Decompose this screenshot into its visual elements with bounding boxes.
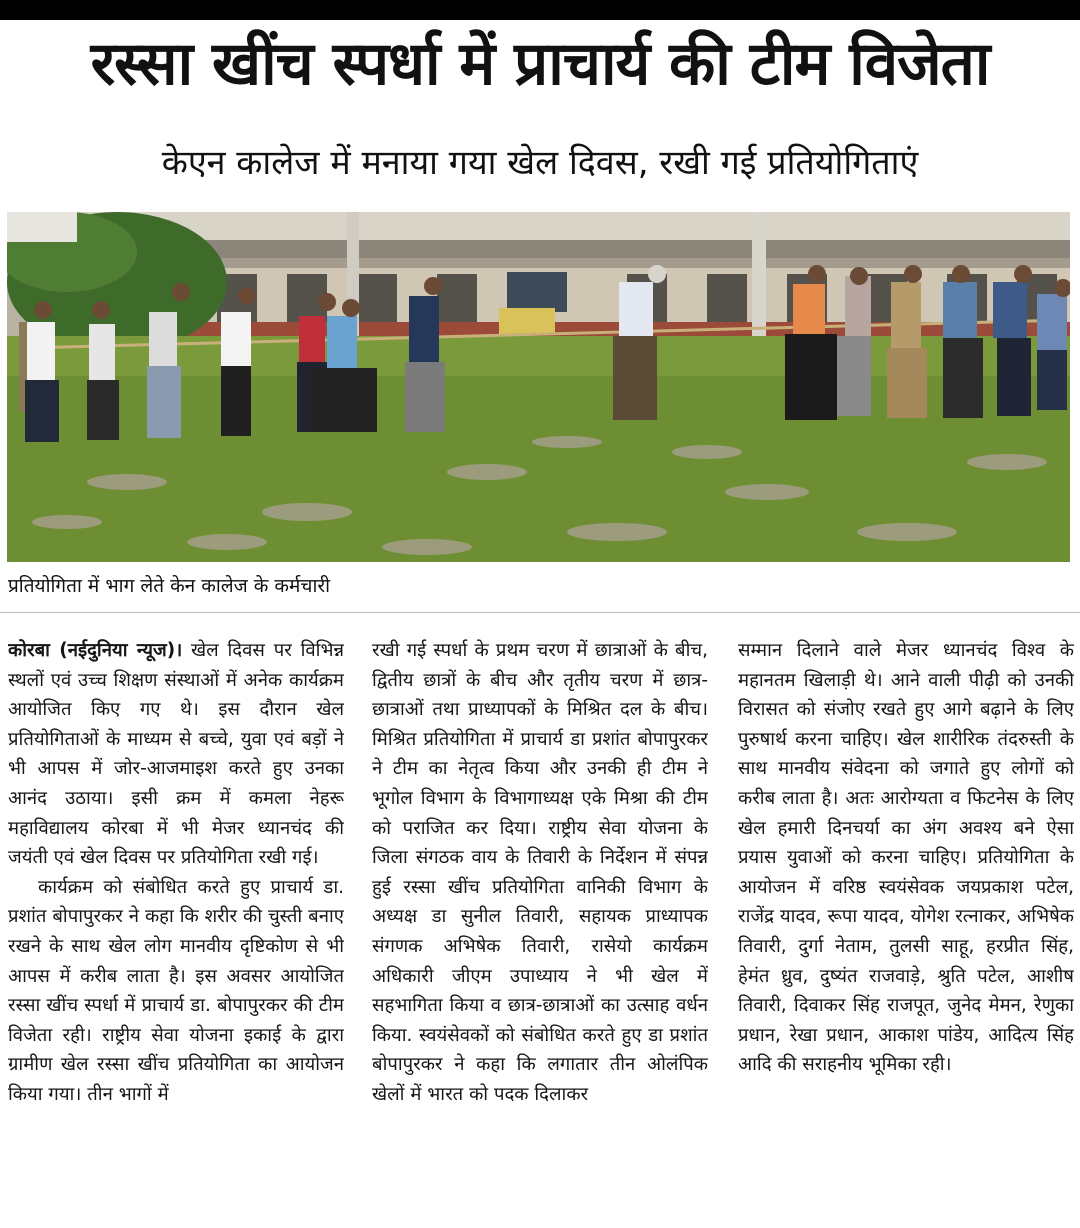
dateline: कोरबा (नईदुनिया न्यूज)। (8, 640, 183, 661)
photo-caption: प्रतियोगिता में भाग लेते केन कालेज के कर्मचारी (8, 575, 331, 597)
subheadline: केएन कालेज में मनाया गया खेल दिवस, रखी गई प्रतियोगिताएं (161, 143, 919, 183)
paragraph-4: सम्मान दिलाने वाले मेजर ध्यानचंद विश्व के महानतम खिलाड़ी थे। आने वाली पीढ़ी को उनकी विरासत को संजोए रखते हुए आगे बढ़ाने के लिए पुरुषार्थ करना चाहिए। खेल शारीरिक तंदरुस्ती के साथ मानवीय संवेदना को जगाते हुए लोगों को करीब लाता है। अतः आरोग्यता व फिटनेस के लिए खेल हमारी दिनचर्या का अंग अवश्य बने ऐसा प्रयास युवाओं को करना चाहिए। प्रतियोगिता के आयोजन में वरिष्ठ स्वयंसेवक जयप्रकाश पटेल, राजेंद्र यादव, रूपा यादव, योगेश रत्नाकर, अभिषेक तिवारी, दुर्गा नेताम, तुलसी साहू, हरप्रीत सिंह, हेमंत ध्रुव, दुष्यंत राजवाड़े, श्रुति पटेल, आशीष तिवारी, दिवाकर सिंह राजपूत, जुनेद मेमन, रेणुका प्रधान, रेखा प्रधान, आकाश पांडेय, आदित्य सिंह आदि की सराहनीय भूमिका रही। (738, 640, 1074, 1076)
article-column-2 (372, 636, 708, 1228)
divider (0, 612, 1080, 613)
top-black-bar (0, 0, 1080, 20)
article-column-3 (738, 636, 1074, 1228)
paragraph-1: खेल दिवस पर विभिन्न स्थलों एवं उच्च शिक्षण संस्थाओं में अनेक कार्यक्रम आयोजित किए गए थे। इस दौरान खेल प्रतियोगिताओं के माध्यम से बच्चे, युवा एवं बड़ों ने भी आपस में जोर-आजमाइश करते हुए उनका आनंद उठाया। इसी क्रम में कमला नेहरू महाविद्यालय कोरबा में भी मेजर ध्यानचंद की जयंती एवं खेल दिवस पर प्रतियोगिता रखी गई। (8, 640, 344, 869)
paragraph-2: कार्यक्रम को संबोधित करते हुए प्राचार्य डा. प्रशांत बोपापुरकर ने कहा कि शरीर की चुस्ती बनाए रखने के साथ खेल लोग मानवीय दृष्टिकोण से भी आपस में करीब लाता है। इस अवसर आयोजित रस्सा खींच स्पर्धा में प्राचार्य डा. बोपापुरकर की टीम विजेता रही। राष्ट्रीय सेवा योजना इकाई के द्वारा ग्रामीण खेल रस्सा खींच प्रतियोगिता का आयोजन किया गया। तीन भागों में (8, 876, 344, 1105)
headline: रस्सा खींच स्पर्धा में प्राचार्य की टीम विजेता (90, 29, 990, 99)
article-column-1 (8, 636, 344, 1228)
tug-of-war-photo (7, 212, 1070, 562)
news-photo (7, 212, 1070, 562)
paragraph-3: रखी गई स्पर्धा के प्रथम चरण में छात्राओं के बीच, द्वितीय छात्रों के बीच और तृतीय चरण में छात्र-छात्राओं तथा प्राध्यापकों के मिश्रित दल के बीच। मिश्रित प्रतियोगिता में प्राचार्य डा प्रशांत बोपापुरकर ने टीम का नेतृत्व किया और उनकी ही टीम ने भूगोल विभाग के विभागाध्यक्ष एके मिश्रा की टीम को पराजित कर दिया। राष्ट्रीय सेवा योजना के जिला संगठक वाय के तिवारी के निर्देशन में संपन्न हुई रस्सा खींच प्रतियोगिता वानिकी विभाग के अध्यक्ष डा सुनील तिवारी, सहायक प्राध्यापक संगणक अभिषेक तिवारी, रासेयो कार्यक्रम अधिकारी जीएम उपाध्याय ने भी खेल में सहभागिता किया व छात्र-छात्राओं का उत्साह वर्धन किया. स्वयंसेवकों को संबोधित करते हुए डा प्रशांत बोपापुरकर ने कहा कि लगातार तीन ओलंपिक खेलों में भारत को पदक दिलाकर (372, 640, 708, 1105)
